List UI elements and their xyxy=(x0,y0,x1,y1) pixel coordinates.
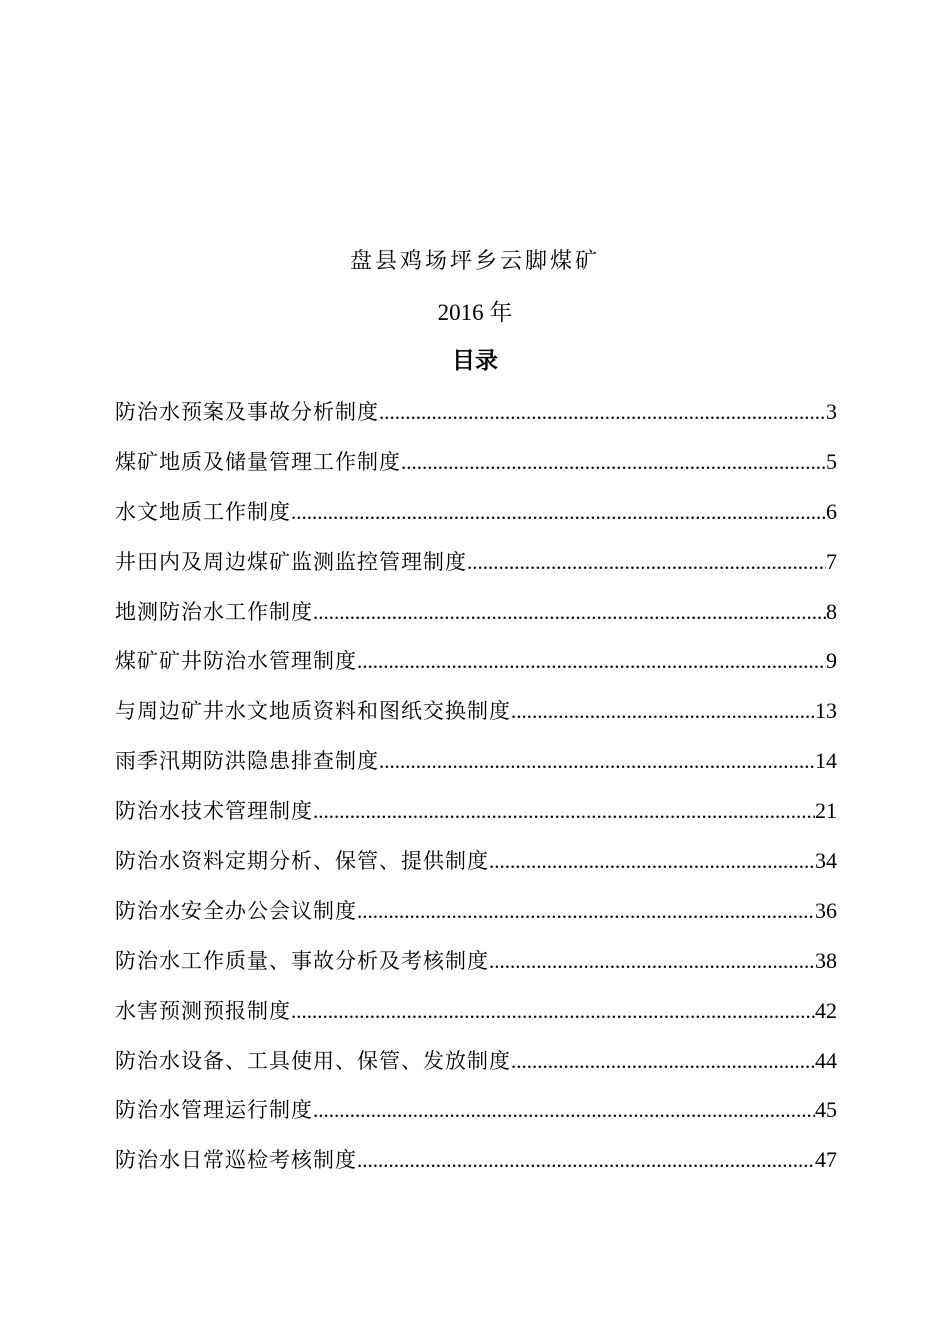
toc-entry-page-number: 21 xyxy=(815,798,837,824)
toc-entry-page-number: 36 xyxy=(815,897,837,923)
toc-dot-leader xyxy=(313,794,815,828)
toc-entry[interactable] xyxy=(115,694,837,744)
toc-entry[interactable] xyxy=(115,395,837,445)
toc-entry-label: 水害预测预报制度 xyxy=(115,998,291,1023)
toc-entry-page-number: 14 xyxy=(815,748,837,774)
toc-entry[interactable] xyxy=(115,794,837,844)
toc-entry-label: 防治水预案及事故分析制度 xyxy=(115,400,379,424)
toc-entry-page-number: 38 xyxy=(815,947,837,973)
toc-entry[interactable] xyxy=(115,1143,837,1193)
toc-dot-leader xyxy=(357,1143,815,1177)
toc-entry[interactable] xyxy=(115,1044,837,1094)
toc-entry[interactable] xyxy=(115,644,837,694)
document-year: 2016 年 xyxy=(437,300,513,325)
toc-title: 目录 xyxy=(452,348,498,374)
toc-entry[interactable] xyxy=(115,844,837,894)
toc-entry[interactable] xyxy=(115,744,837,794)
toc-entry-page-number: 42 xyxy=(815,997,837,1023)
toc-entry[interactable] xyxy=(115,1093,837,1143)
toc-entry-page-number: 6 xyxy=(826,498,837,524)
toc-dot-leader xyxy=(313,595,826,629)
toc-entry-page-number: 13 xyxy=(815,698,837,724)
toc-entry-label: 防治水资料定期分析、保管、提供制度 xyxy=(115,849,489,874)
toc-entry[interactable] xyxy=(115,894,837,944)
toc-entry-label: 煤矿地质及储量管理工作制度 xyxy=(115,449,401,474)
toc-dot-leader xyxy=(357,894,815,928)
toc-entry-page-number: 45 xyxy=(815,1097,837,1123)
toc-dot-leader xyxy=(401,445,826,479)
toc-entry-page-number: 47 xyxy=(815,1147,837,1173)
toc-entry-label: 防治水设备、工具使用、保管、发放制度 xyxy=(115,1048,511,1073)
toc-entry[interactable] xyxy=(115,944,837,994)
toc-entry-label: 防治水管理运行制度 xyxy=(115,1098,313,1123)
toc-dot-leader xyxy=(467,545,826,579)
toc-dot-leader xyxy=(313,1093,815,1127)
toc-dot-leader xyxy=(379,744,815,778)
toc-entry-label: 防治水工作质量、事故分析及考核制度 xyxy=(115,948,489,973)
toc-entry-page-number: 34 xyxy=(815,848,837,874)
toc-entry[interactable] xyxy=(115,445,837,495)
toc-dot-leader xyxy=(357,644,826,678)
toc-entry-label: 与周边矿井水文地质资料和图纸交换制度 xyxy=(115,699,511,724)
toc-entry-page-number: 3 xyxy=(826,399,837,424)
company-name: 盘县鸡场坪乡云脚煤矿 xyxy=(349,249,600,274)
toc-entry-page-number: 7 xyxy=(826,548,837,574)
toc-dot-leader xyxy=(291,495,826,529)
toc-entry[interactable] xyxy=(115,994,837,1044)
toc-entry-label: 雨季汛期防洪隐患排查制度 xyxy=(115,749,379,774)
toc-entry-page-number: 8 xyxy=(826,598,837,624)
toc-entry-label: 水文地质工作制度 xyxy=(115,499,291,524)
toc-entry-label: 地测防治水工作制度 xyxy=(115,599,313,624)
toc-entry[interactable] xyxy=(115,595,837,645)
toc-entry-label: 防治水安全办公会议制度 xyxy=(115,898,357,923)
toc-entry-label: 煤矿矿井防治水管理制度 xyxy=(115,649,357,674)
toc-entry-label: 井田内及周边煤矿监测监控管理制度 xyxy=(115,549,467,574)
toc-entry-label: 防治水技术管理制度 xyxy=(115,799,313,824)
toc-entry-page-number: 9 xyxy=(826,648,837,674)
toc-entry-page-number: 44 xyxy=(815,1047,837,1073)
toc-dot-leader xyxy=(291,994,815,1028)
toc-entry-page-number: 5 xyxy=(826,448,837,474)
toc-dot-leader xyxy=(511,1044,815,1078)
toc-entry[interactable] xyxy=(115,495,837,545)
toc-dot-leader xyxy=(489,944,815,978)
toc-entry-label: 防治水日常巡检考核制度 xyxy=(115,1148,357,1173)
toc-dot-leader xyxy=(511,694,815,728)
toc-entry[interactable] xyxy=(115,545,837,595)
toc-dot-leader xyxy=(379,395,826,429)
toc-dot-leader xyxy=(489,844,815,878)
table-of-contents xyxy=(115,395,837,1193)
